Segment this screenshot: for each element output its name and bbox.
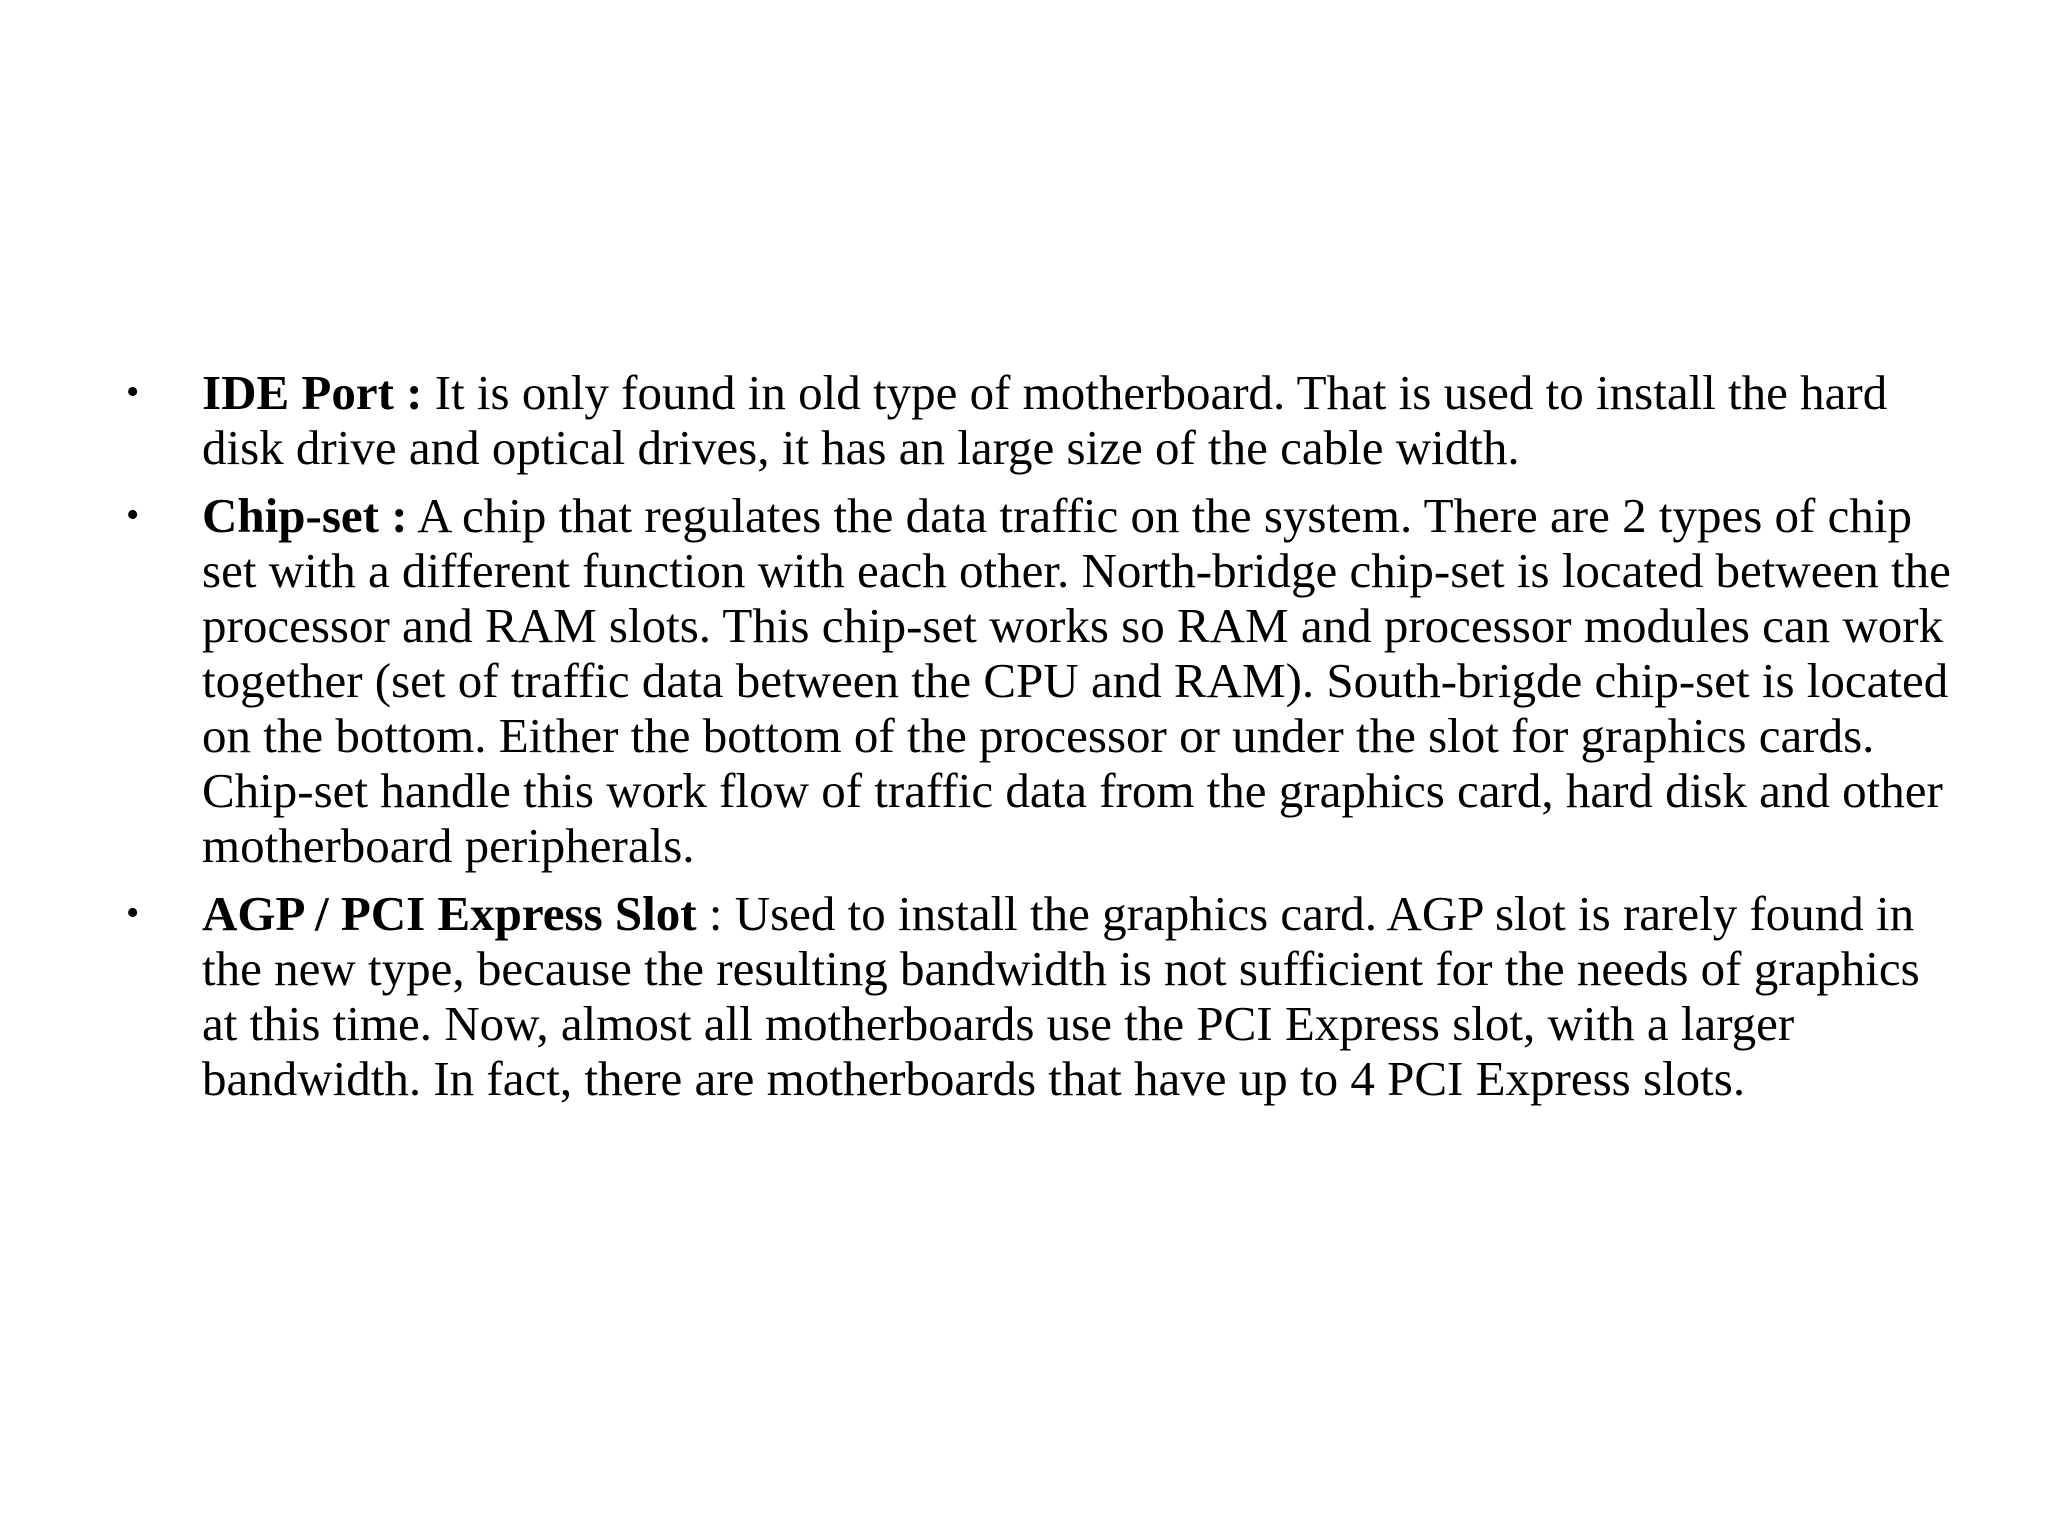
bullet-item-agp-pci-express-slot (120, 886, 1960, 1106)
bullet-dot: • (126, 892, 140, 934)
bullet-term: IDE Port : (202, 365, 423, 420)
bullet-term: Chip-set : (202, 488, 408, 543)
bullet-dot: • (126, 371, 140, 413)
bullet-item-ide-port (120, 365, 1960, 475)
bullet-text: A chip that regulates the data traffic on the system. There are 2 types of chip set with a different function with each other. North-bridge chip-set is located between the processor and RAM slots. This chip-set works so RAM and processor modules can work together (set of traffic data between the CPU and RAM). South-brigde chip-set is located on the bottom. Either the bottom of the processor or under the slot for graphics cards. Chip-set handle this work flow of traffic data from the graphics card, hard disk and other motherboard peripherals. (202, 488, 1951, 873)
bullet-item-chip-set (120, 488, 1960, 873)
bullet-term: AGP / PCI Express Slot (202, 886, 697, 941)
bullet-text: It is only found in old type of motherboard. That is used to install the hard disk drive and optical drives, it has an large size of the cable width. (202, 365, 1888, 475)
bullet-dot: • (126, 494, 140, 536)
bullet-text: : Used to install the graphics card. AGP slot is rarely found in the new type, because the resulting bandwidth is not sufficient for the needs of graphics at this time. Now, almost all motherboards use the PCI Express slot, with a larger bandwidth. In fact, there are motherboards that have up to 4 PCI Express slots. (202, 886, 1920, 1106)
bullet-list (120, 365, 1960, 1119)
